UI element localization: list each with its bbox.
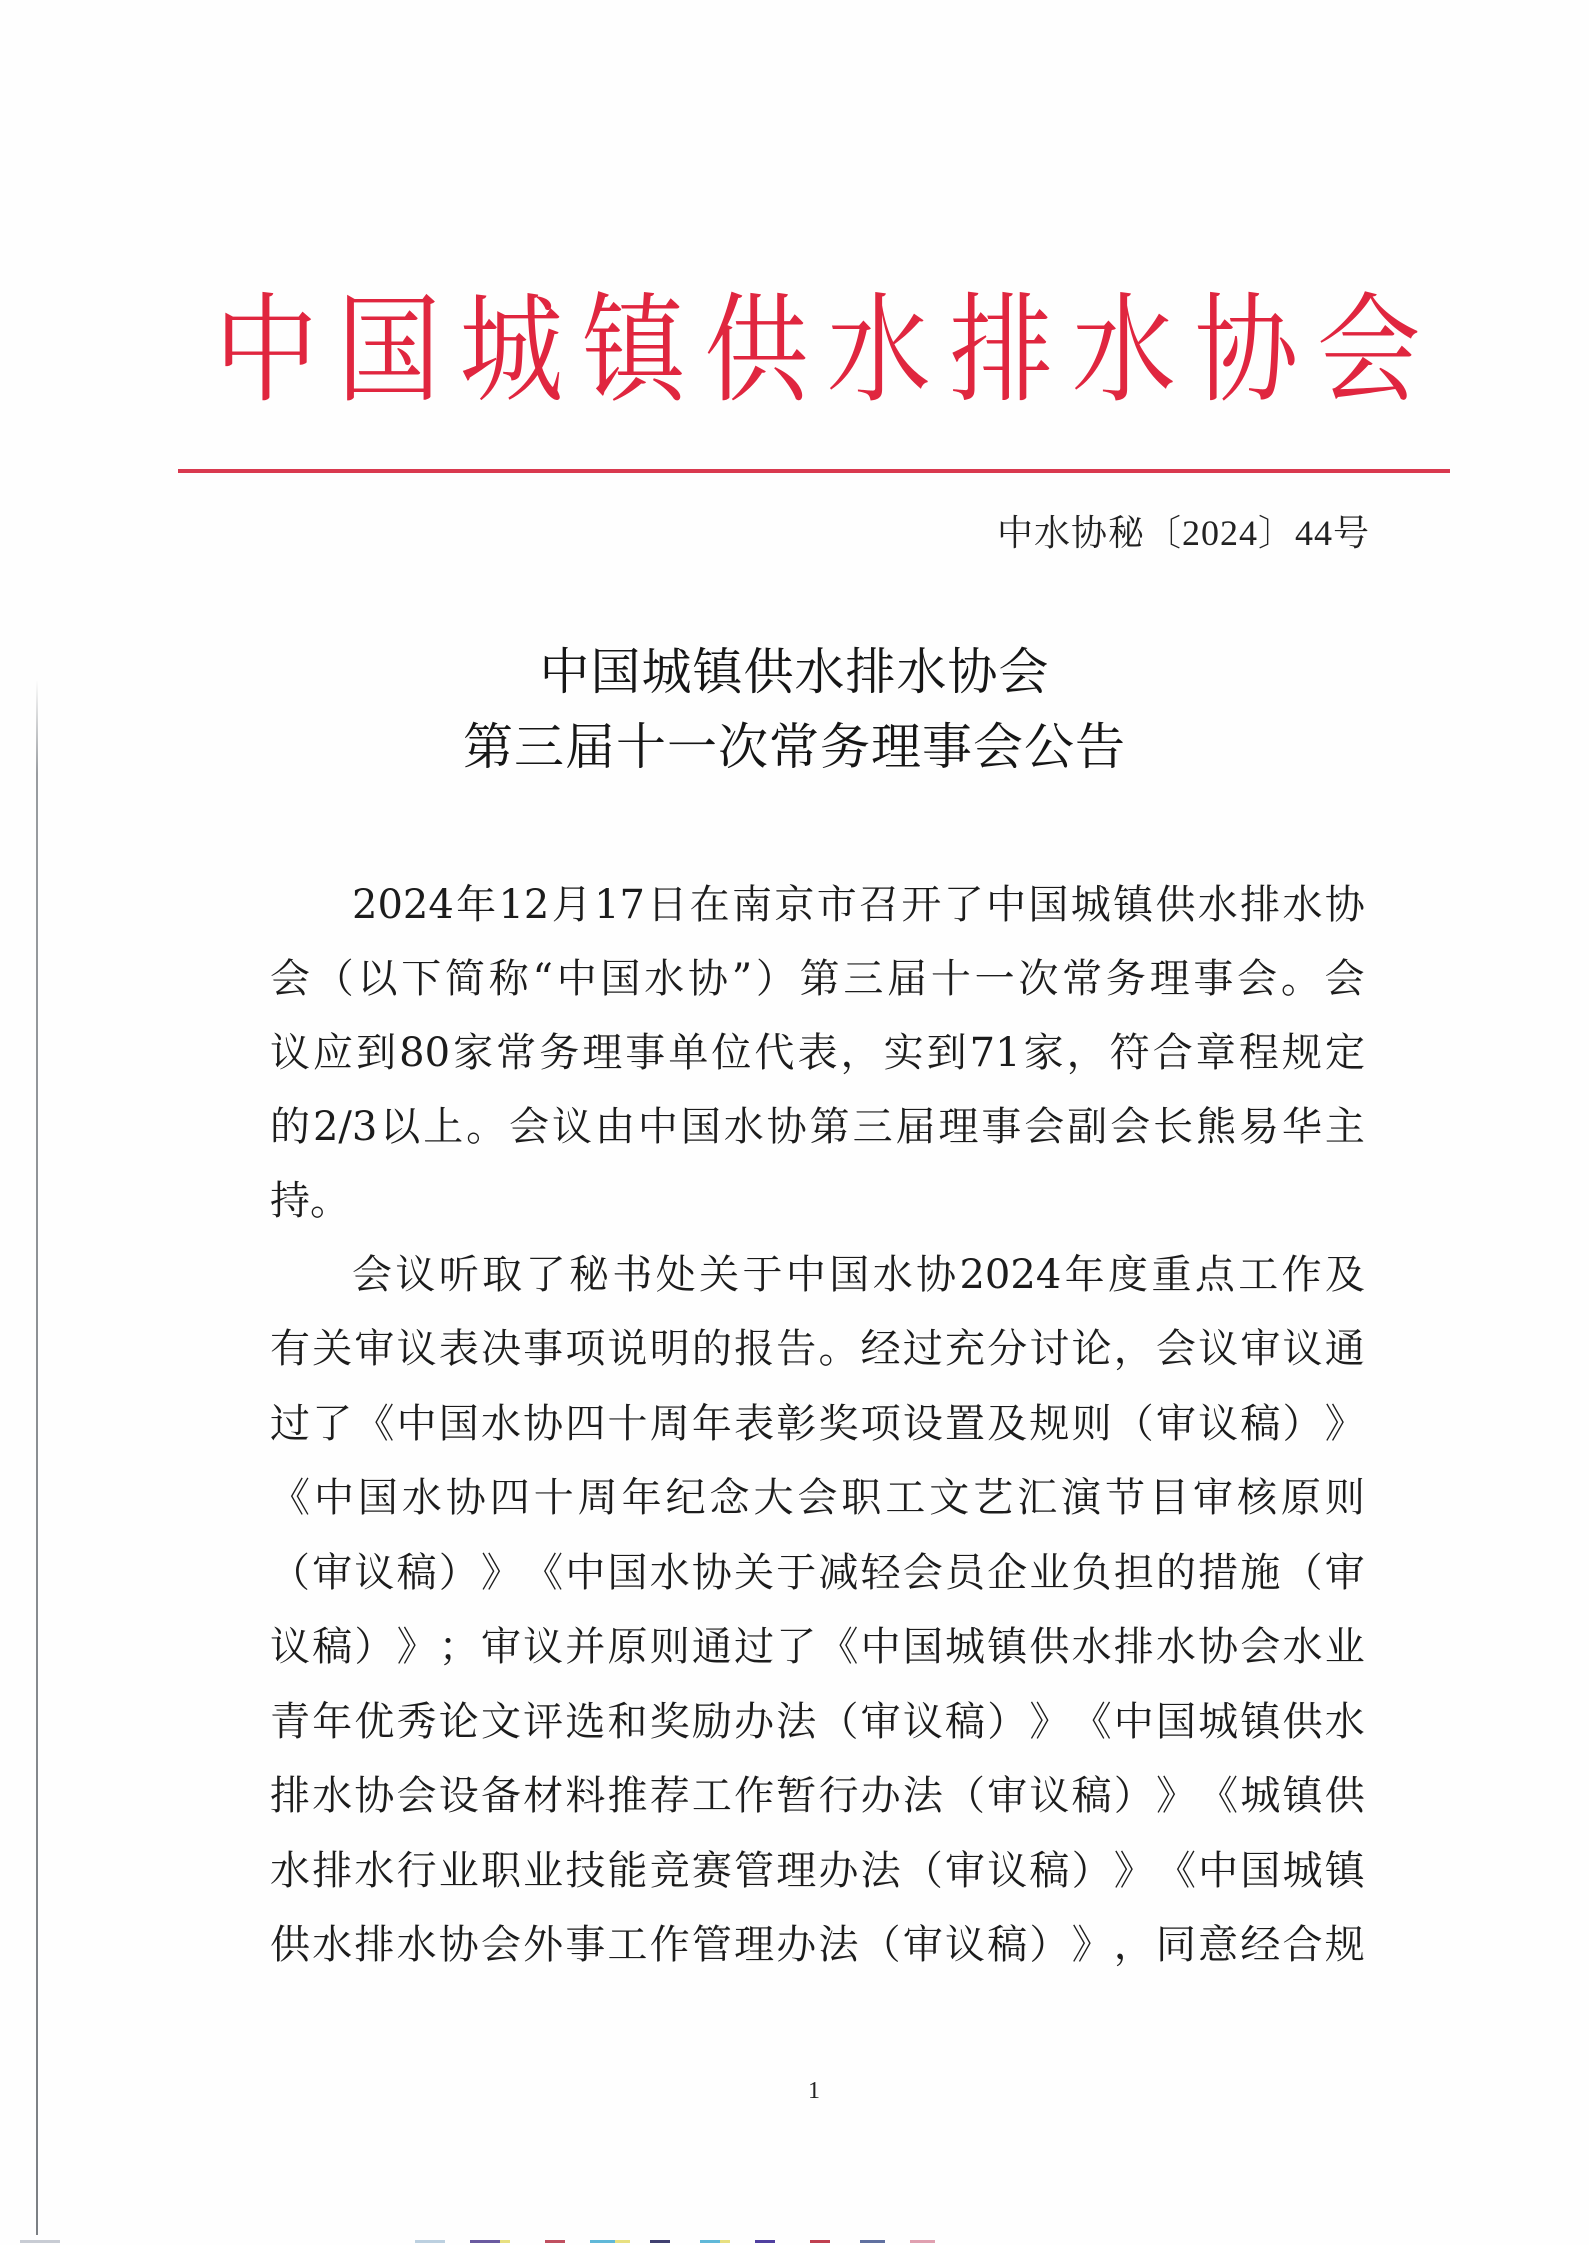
- document-number: 中水协秘〔2024〕44号: [996, 513, 1370, 553]
- body-line: 有 关 审 议 表 决 事 项 说 明 的 报 告 。 经 过 充 分 讨 论 ， 会 议 审 议 通: [270, 1326, 1365, 1372]
- masthead-char: 城: [459, 281, 564, 419]
- body-line: 会 议 听 取 了 秘 书 处 关 于 中 国 水 协 2024 年 度 重 点 工 作 及: [352, 1252, 1365, 1298]
- body-line: 青 年 优 秀 论 文 评 选 和 奖 励 办 法 （ 审 议 稿 ） 》 《 中 国 城 镇 供 水: [270, 1699, 1365, 1745]
- masthead-char: 供: [704, 281, 809, 419]
- letterhead-masthead: [205, 278, 1430, 423]
- masthead-char: 镇: [581, 281, 686, 419]
- masthead-char: 中: [214, 281, 319, 419]
- body-line: （ 审 议 稿 ） 》 《 中 国 水 协 关 于 减 轻 会 员 企 业 负 担 的 措 施 （ 审: [270, 1550, 1365, 1596]
- body-line: 会 （ 以 下 简 称 “ 中 国 水 协 ” ） 第 三 届 十 一 次 常 务 理 事 会 。 会: [270, 956, 1365, 1002]
- body-line: 水 排 水 行 业 职 业 技 能 竞 赛 管 理 办 法 （ 审 议 稿 ） 》 《 中 国 城 镇: [270, 1848, 1365, 1894]
- masthead-char: 协: [1194, 281, 1299, 419]
- body-line: 过 了 《 中 国 水 协 四 十 周 年 表 彰 奖 项 设 置 及 规 则 （ 审 议 稿 ） 》: [270, 1401, 1365, 1447]
- document-title-line-2: 第三届十一次常务理事会公告: [463, 718, 1126, 776]
- red-divider-rule: [178, 469, 1450, 473]
- masthead-char: 排: [949, 281, 1054, 419]
- masthead-char: 国: [336, 281, 441, 419]
- body-line: 议 稿 ） 》 ； 审 议 并 原 则 通 过 了 《 中 国 城 镇 供 水 排 水 协 会 水 业: [270, 1624, 1365, 1670]
- body-line: 排 水 协 会 设 备 材 料 推 荐 工 作 暂 行 办 法 （ 审 议 稿 ） 》 《 城 镇 供: [270, 1773, 1365, 1819]
- body-line: 的 2/3 以 上 。 会 议 由 中 国 水 协 第 三 届 理 事 会 副 会 长 熊 易 华 主: [270, 1104, 1365, 1150]
- masthead-char: 水: [826, 281, 931, 419]
- scan-edge-line: [36, 680, 38, 2235]
- body-line: 《 中 国 水 协 四 十 周 年 纪 念 大 会 职 工 文 艺 汇 演 节 目 审 核 原 则: [270, 1475, 1365, 1521]
- document-title-line-1: 中国城镇供水排水协会: [539, 643, 1050, 701]
- scan-artifacts: [0, 2238, 1589, 2245]
- body-line: 供 水 排 水 协 会 外 事 工 作 管 理 办 法 （ 审 议 稿 ） 》 ， 同 意 经 合 规: [270, 1922, 1365, 1968]
- masthead-char: 会: [1316, 281, 1421, 419]
- page-number: 1: [808, 2078, 820, 2104]
- masthead-char: 水: [1071, 281, 1176, 419]
- body-line: 议 应 到 80 家 常 务 理 事 单 位 代 表 ， 实 到 71 家 ， 符 合 章 程 规 定: [270, 1030, 1365, 1076]
- body-line: 2024 年 12 月 17 日 在 南 京 市 召 开 了 中 国 城 镇 供 水 排 水 协: [352, 882, 1365, 928]
- body-line: 持。: [270, 1178, 350, 1224]
